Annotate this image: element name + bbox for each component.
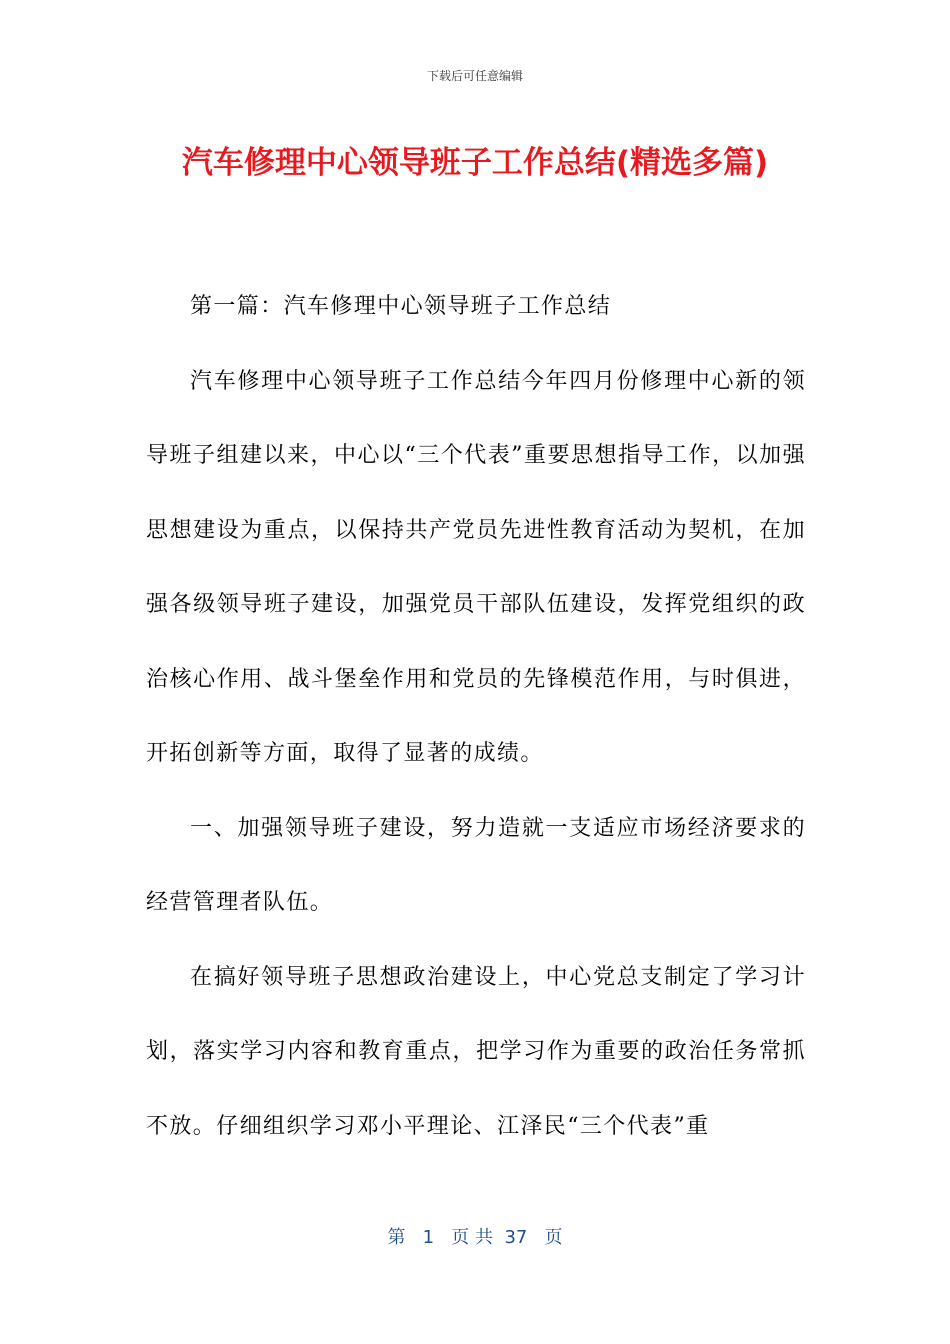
page-footer xyxy=(0,1226,950,1250)
document-title: 汽车修理中心领导班子工作总结(精选多篇) xyxy=(181,145,769,181)
body-paragraph: 汽车修理中心领导班子工作总结今年四月份修理中心新的领导班子组建以来，中心以“三个代表”重要思想指导工作，以加强思想建设为重点，以保持共产党员先进性教育活动为契机，在加强各级领导班子建设，加强党员干部队伍建设，发挥党组织的政治核心作用、战斗堡垒作用和党员的先锋模范作用，与时俱进，开拓创新等方面，取得了显著的成绩。 xyxy=(146,368,806,766)
footer-total-pages: 37 xyxy=(504,1227,528,1248)
footer-page-middle: 页 共 xyxy=(451,1227,493,1248)
section-heading: 第一篇：汽车修理中心领导班子工作总结 xyxy=(190,294,612,319)
footer-current-page: 1 xyxy=(422,1227,435,1248)
footer-page-suffix: 页 xyxy=(544,1227,563,1248)
body-paragraph: 一、加强领导班子建设，努力造就一支适应市场经济要求的经营管理者队伍。 xyxy=(146,815,806,915)
body-paragraph: 在搞好领导班子思想政治建设上，中心党总支制定了学习计划，落实学习内容和教育重点，把学习作为重要的政治任务常抓不放。仔细组织学习邓小平理论、江泽民“三个代表”重 xyxy=(146,964,806,1139)
document-body xyxy=(146,270,806,1164)
footer-page-prefix: 第 xyxy=(387,1227,406,1248)
header-note: 下载后可任意编辑 xyxy=(426,69,523,83)
